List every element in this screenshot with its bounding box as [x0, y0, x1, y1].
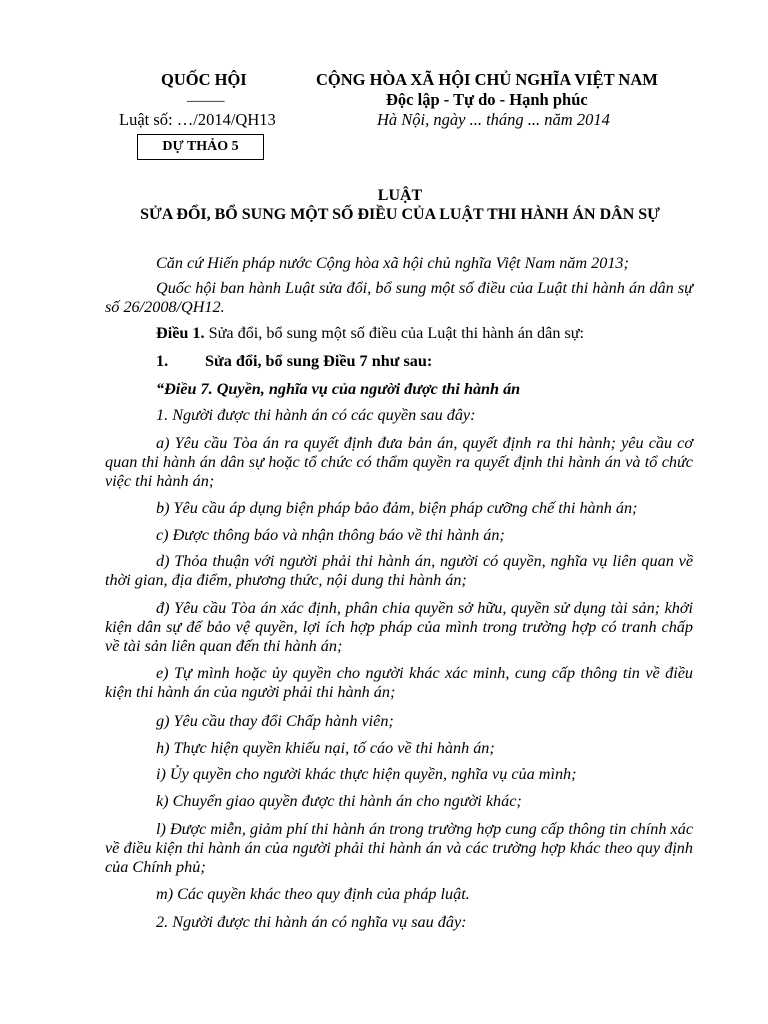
item-1: [105, 352, 693, 371]
clause-2-intro: 2. Người được thi hành án có nghĩa vụ sau đây:: [156, 913, 467, 931]
point-b: b) Yêu cầu áp dụng biện pháp bảo đảm, biện pháp cưỡng chế thi hành án;: [156, 499, 638, 517]
preamble-enactment: Quốc hội ban hành Luật sửa đổi, bổ sung một số điều của Luật thi hành án dân sự số 26/2008/QH12.: [105, 279, 693, 316]
article-1-text: Sửa đổi, bổ sung một số điều của Luật thi hành án dân sự:: [204, 324, 585, 342]
agency-name: QUỐC HỘI: [161, 70, 247, 89]
law-title: LUẬT: [377, 187, 423, 204]
item-1-text: Sửa đổi, bổ sung Điều 7 như sau:: [205, 352, 433, 370]
country-name: CỘNG HÒA XÃ HỘI CHỦ NGHĨA VIỆT NAM: [316, 70, 658, 89]
draft-label-box: [137, 134, 264, 160]
law-number: Luật số: …/2014/QH13: [119, 110, 276, 129]
point-h: h) Thực hiện quyền khiếu nại, tố cáo về thi hành án;: [156, 739, 495, 757]
place-date: Hà Nội, ngày ... tháng ... năm 2014: [377, 110, 610, 129]
point-i: i) Ủy quyền cho người khác thực hiện quyền, nghĩa vụ của mình;: [156, 765, 577, 783]
article-7-heading: “Điều 7. Quyền, nghĩa vụ của người được thi hành án: [156, 380, 521, 398]
clause-1-intro: 1. Người được thi hành án có các quyền sau đây:: [156, 406, 476, 424]
point-k: k) Chuyển giao quyền được thi hành án cho người khác;: [156, 792, 522, 810]
agency-underline: _____: [187, 88, 225, 104]
law-subtitle: SỬA ĐỔI, BỔ SUNG MỘT SỐ ĐIỀU CỦA LUẬT THI HÀNH ÁN DÂN SỰ: [140, 206, 660, 223]
point-g: g) Yêu cầu thay đổi Chấp hành viên;: [156, 712, 394, 730]
article-1-label: Điều 1.: [156, 324, 205, 342]
motto: Độc lập - Tự do - Hạnh phúc: [386, 90, 588, 109]
point-e: e) Tự mình hoặc ủy quyền cho người khác xác minh, cung cấp thông tin về điều kiện thi hành án của người phải thi hành án;: [105, 664, 693, 701]
point-m: m) Các quyền khác theo quy định của pháp luật.: [156, 885, 470, 903]
draft-label: DỰ THẢO 5: [162, 139, 239, 154]
article-1: [105, 324, 693, 343]
item-1-number: 1.: [156, 352, 169, 370]
point-d: d) Thỏa thuận với người phải thi hành án, người có quyền, nghĩa vụ liên quan về thời gian, địa điểm, phương thức, nội dung thi hành án;: [105, 552, 693, 589]
point-a: a) Yêu cầu Tòa án ra quyết định đưa bản án, quyết định ra thi hành; yêu cầu cơ quan thi hành án dân sự hoặc tổ chức có thẩm quyền ra quyết định thi hành án và tổ chức việc thi hành án;: [105, 434, 693, 490]
preamble-basis: Căn cứ Hiến pháp nước Cộng hòa xã hội chủ nghĩa Việt Nam năm 2013;: [156, 254, 629, 272]
point-l: l) Được miễn, giảm phí thi hành án trong trường hợp cung cấp thông tin chính xác về điều kiện thi hành án của người phải thi hành án và các trường hợp khác theo quy định của Chính phủ;: [105, 820, 693, 876]
point-c: c) Được thông báo và nhận thông báo về thi hành án;: [156, 526, 505, 544]
point-dd: đ) Yêu cầu Tòa án xác định, phân chia quyền sở hữu, quyền sử dụng tài sản; khởi kiện dân sự để bảo vệ quyền, lợi ích hợp pháp của mình trong trường hợp có tranh chấp về tài sản liên quan đến thi hành án;: [105, 599, 693, 655]
